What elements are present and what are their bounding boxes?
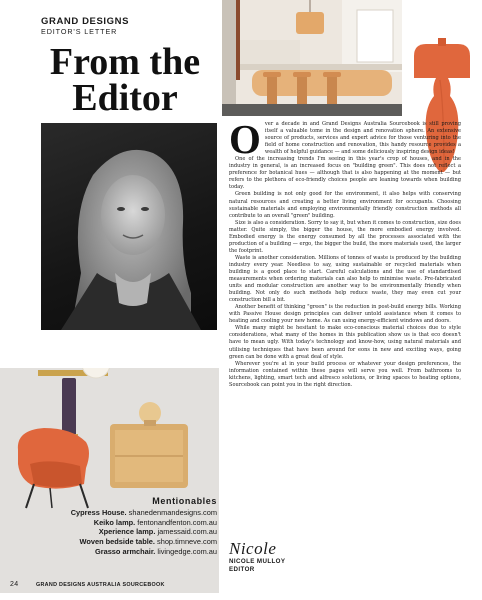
page-title-line2: Editor [72,77,178,119]
article-paragraph: ver a decade in and Grand Designs Australia Sourcebook is still proving itself a valuable tome in the design and renovation sphere. An extensive source of products, services and expert advice for those venturing into the field of home construction and renovation, this handy resource provides a wealth of helpful guidance — and some deliciously inspiring design ideas! [264,121,461,156]
page-number: 24 [10,581,19,588]
editor-name: NICOLE MULLOY [229,558,286,565]
signoff [229,540,349,574]
drop-cap: O [229,116,261,162]
masthead [41,16,211,37]
publication-name: GRAND DESIGNS AUSTRALIA SOURCEBOOK [36,582,165,588]
credit-source: jamessaid.com.au [157,527,217,537]
article-paragraph: While many might be hesitant to make eco-conscious material choices due to style considerations, what many of the homes in this publication show us is that eco doesn't have to mean ugly. With today's technology and know-how, using natural materials and utilising techniques that have been around for eons in new and exciting ways, going green can be done with a great deal of style. [229,325,461,360]
credit-name: Keiko lamp. [93,517,136,527]
credit-name: Xperience lamp. [98,527,156,537]
editor-role: EDITOR [229,566,255,573]
credit-name: Cypress House. [70,508,127,517]
editor-signature: Nicole [229,539,277,558]
article-paragraph: Green building is not only good for the environment, it also helps with conserving natural resources and creating a better living environment for occupants. Choosing sustainable materials and employing environmentally friendly construction methods all contribute to an overall "green" building. [229,191,461,219]
article-paragraph: Size is also a consideration. Sorry to say it, but when it comes to construction, size does matter. Quite simply, the bigger the house, the more embodied energy involved. Embodied energy is the energy consumed by all the processes associated with the production of a building — ergo, the bigger the build, the more materials used, the larger the footprint. [229,219,461,254]
article-paragraph: Wherever you're at in your build process or whatever your design preferences, the information contained within these pages will serve you well. From bathrooms to kitchens, lighting, smart tech and alfresco solutions, or living spaces to heating options, Sourcebook can point you in the right direction. [229,360,461,388]
masthead-section: EDITOR'S LETTER [41,27,118,36]
article-paragraph: Waste is another consideration. Millions of tonnes of waste is produced by the building industry every year. Needless to say, using sustainable or recycled materials when building is a good place to start. Careful calculations and the use of standardised measurements when ordering materials can also help to minimise waste. Pre-fabricated units and modular construction are another way to be environmentally friendly when building. Not only do such methods help reduce waste, they may even cut your construction bill a bit. [229,254,461,304]
credit-source: shanedenmandesigns.com [128,508,217,517]
article-paragraph: Another benefit of thinking "green" is the reduction in post-build energy bills. Working with Passive House design principles can deliver untold assistance when it comes to heating and cooling your new home. As can using energy-efficient windows and doors. [229,304,461,325]
credit-row [41,547,217,557]
kitchen-photo [222,0,402,116]
mentionables-heading: Mentionables [152,496,217,506]
page-title-line1: From the [49,41,201,83]
article-body [229,116,461,389]
editor-portrait [41,123,217,330]
article-paragraph: One of the increasing trends I'm seeing in this year's crop of houses, and in the industry in general, is an increased focus on "building green". This does not reflect a preference for botanical hues — although that is also happening at the moment — but refers to the plethora of eco-friendly choices people are leaning towards when building today. [229,156,461,191]
credit-name: Woven bedside table. [79,537,155,547]
credit-row [41,537,217,547]
credit-source: shop.timneve.com [157,537,217,547]
masthead-brand: GRAND DESIGNS [41,16,130,27]
page-title [30,41,220,119]
credit-row [41,508,217,518]
credit-name: Grasso armchair. [94,546,156,556]
credit-source: fentonandfenton.com.au [137,517,217,527]
credit-row [41,518,217,528]
credit-row [41,527,217,537]
credit-source: livingedge.com.au [157,546,217,556]
products-panel [0,368,219,593]
mentionables [41,496,217,557]
